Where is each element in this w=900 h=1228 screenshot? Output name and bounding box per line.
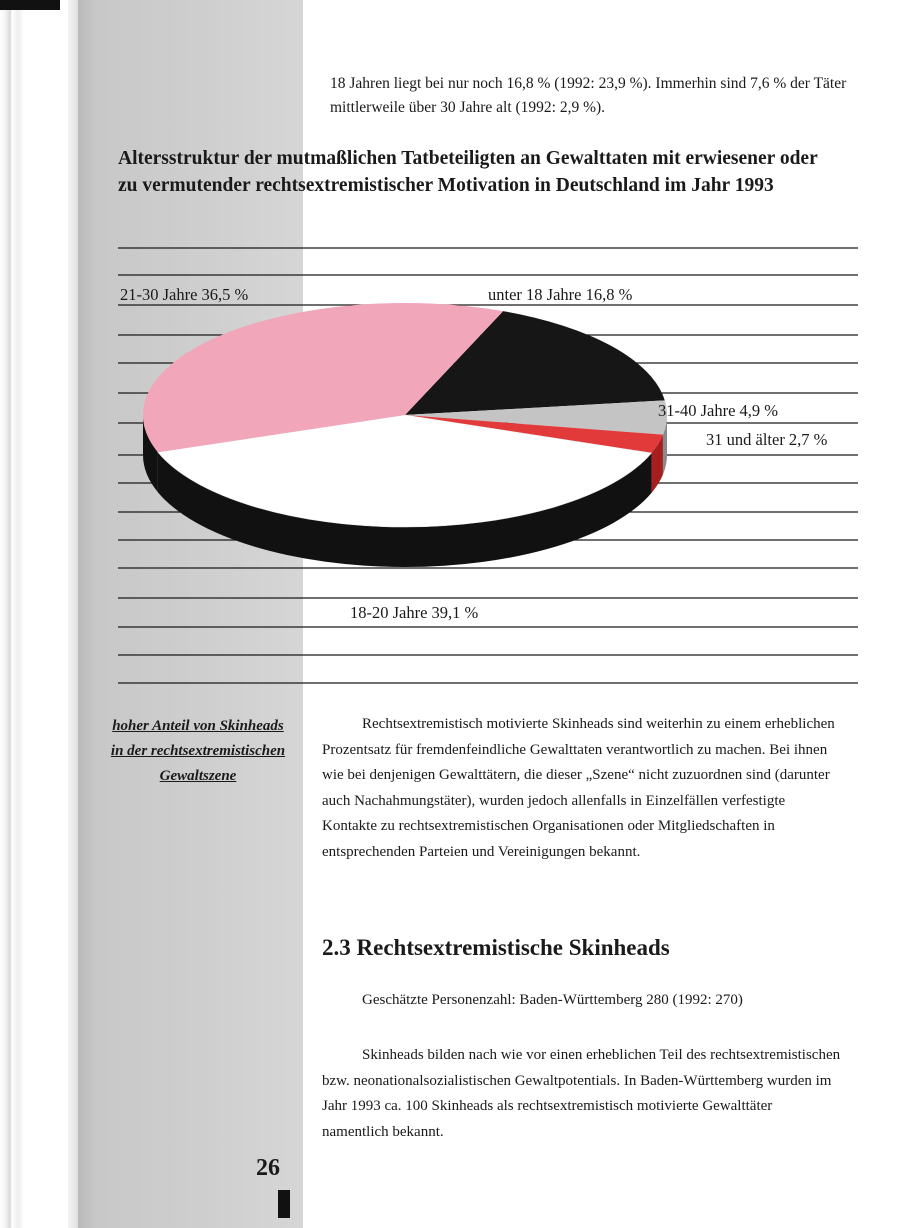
paragraph-skinheads-potential: Skinheads bilden nach wie vor einen erheblichen Teil des rechtsextremistischen bzw. neonationalsozialistischen Gewaltpotentials. In Baden-Württemberg wurden im Jahr 1993 ca. 100 Skinheads als rechtsextremistisch motivierte Gewalttäter namentlich bekannt. <box>322 1047 841 1140</box>
slice-label: unter 18 Jahre 16,8 % <box>488 285 633 304</box>
slice-label: 18-20 Jahre 39,1 % <box>350 603 479 622</box>
page-number: 26 <box>256 1155 280 1181</box>
estimated-count: Geschätzte Personenzahl: Baden-Württemberg 280 (1992: 270) <box>362 992 743 1008</box>
chart-title: Altersstruktur der mutmaßlichen Tatbeteiligten an Gewalttaten mit erwiesener oder zu vermutender rechtsextremistischer Motivation in Deutschland im Jahr 1993 <box>118 148 818 196</box>
slice-label: 21-30 Jahre 36,5 % <box>120 285 249 304</box>
slice-label: 31-40 Jahre 4,9 % <box>658 401 779 420</box>
intro-paragraph: 18 Jahren liegt bei nur noch 16,8 % (1992: 23,9 %). Immerhin sind 7,6 % der Täter mittlerweile über 30 Jahre alt (1992: 2,9 %). <box>330 75 847 116</box>
page-marker <box>278 1190 290 1218</box>
pie-top-face <box>143 303 667 527</box>
margin-note: hoher Anteil von Skinheads in der rechtsextremistischen Gewaltszene <box>110 718 286 784</box>
section-heading: 2.3 Rechtsextremistische Skinheads <box>322 935 670 960</box>
paragraph-skinheads-violence: Rechtsextremistisch motivierte Skinheads sind weiterhin zu einem erheblichen Prozentsatz für fremdenfeindliche Gewalttaten verantwortlich zu machen. Bei ihnen wie bei denjenigen Gewalttätern, die dieser „Szene“ nicht zuzuordnen sind (darunter auch Nachahmungstäter), wurden jedoch allenfalls in Einzelfällen verfestigte Kontakte zu rechtsextremistischen Organisationen oder Mitgliedschaften in entsprechenden Parteien und Vereinigungen bekannt. <box>322 716 835 860</box>
slice-label: 31 und älter 2,7 % <box>706 430 828 449</box>
